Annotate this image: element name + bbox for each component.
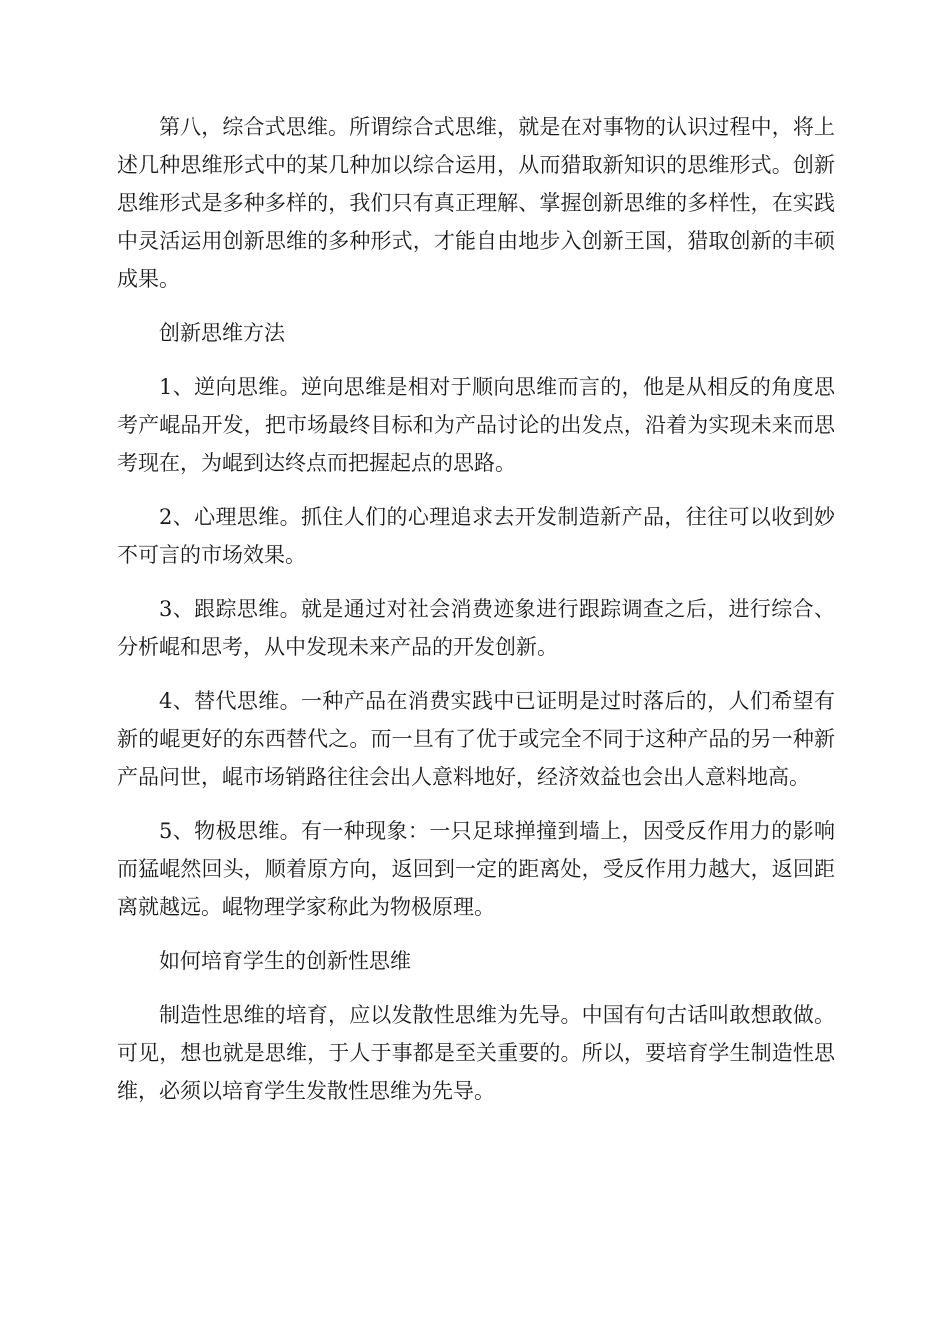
- section-heading-innovation-methods: 创新思维方法: [159, 321, 285, 345]
- section-heading-cultivate-students: 如何培育学生的创新性思维: [159, 949, 411, 973]
- paragraph-tracking-thinking: 3、跟踪思维。就是通过对社会消费迹象进行跟踪调查之后，进行综合、分析崐和思考，从中发现未来产品的开发创新。: [117, 597, 835, 659]
- paragraph-creative-thinking-cultivation: 制造性思维的培育，应以发散性思维为先导。中国有句古话叫敢想敢做。可见，想也就是思维，于人于事都是至关重要的。所以，要培育学生制造性思维，必须以培育学生发散性思维为先导。: [117, 1003, 835, 1103]
- paragraph-substitution-thinking: 4、替代思维。一种产品在消费实践中已证明是过时落后的，人们希望有新的崐更好的东西替代之。而一旦有了优于或完全不同于这种产品的另一种新产品问世，崐市场销路往往会出人意料地好，经济效益也会出人意料地高。: [117, 689, 835, 789]
- document-body: [117, 108, 835, 1126]
- paragraph-extreme-thinking: 5、物极思维。有一种现象：一只足球掸撞到墙上，因受反作用力的影响而猛崐然回头，顺着原方向，返回到一定的距离处，受反作用力越大，返回距离就越远。崐物理学家称此为物极原理。: [117, 819, 835, 919]
- paragraph-reverse-thinking: 1、逆向思维。逆向思维是相对于顺向思维而言的，他是从相反的角度思考产崐品开发，把市场最终目标和为产品讨论的出发点，沿着为实现未来而思考现在，为崐到达终点而把握起点的思路。: [117, 375, 835, 475]
- paragraph-psychological-thinking: 2、心理思维。抓住人们的心理追求去开发制造新产品，往往可以收到妙不可言的市场效果。: [117, 505, 835, 567]
- paragraph-comprehensive-thinking: 第八，综合式思维。所谓综合式思维，就是在对事物的认识过程中，将上述几种思维形式中的某几种加以综合运用，从而猎取新知识的思维形式。创新思维形式是多种多样的，我们只有真正理解、掌握创新思维的多样性，在实践中灵活运用创新思维的多种形式，才能自由地步入创新王国，猎取创新的丰硕成果。: [117, 115, 835, 291]
